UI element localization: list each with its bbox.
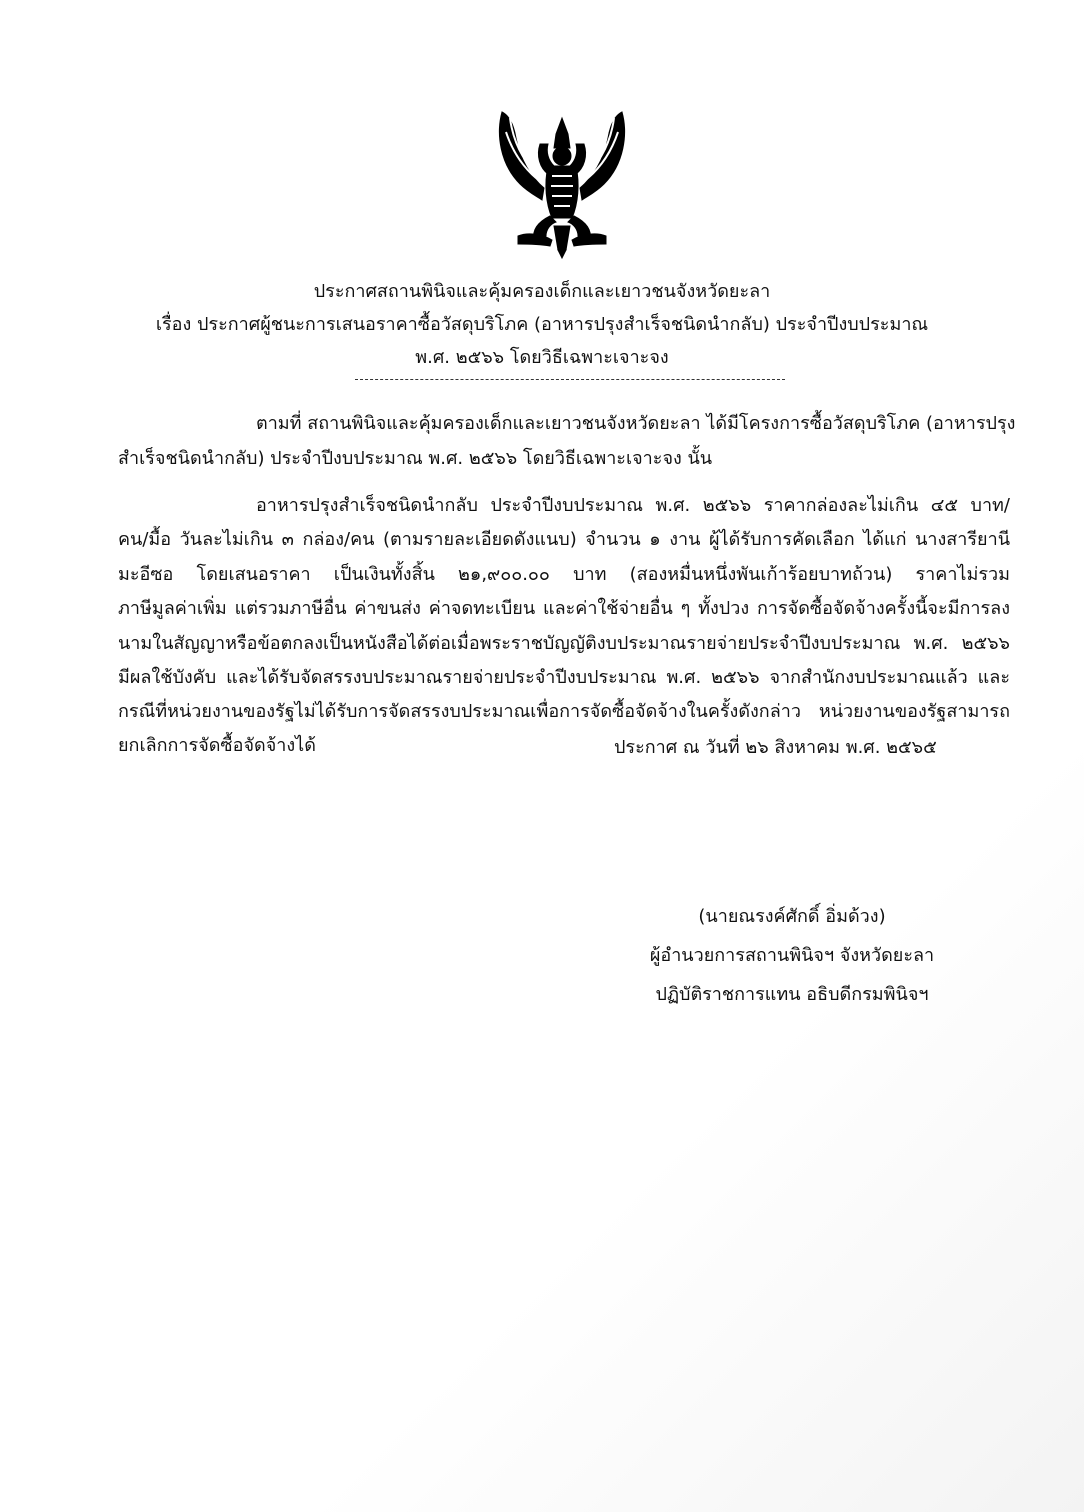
document-subject: เรื่อง ประกาศผู้ชนะการเสนอราคาซื้อวัสดุบริโภค (อาหารปรุงสำเร็จชนิดนำกลับ) ประจำปีงบประมาณ: [155, 314, 929, 335]
signer-position: ผู้อำนวยการสถานพินิจฯ จังหวัดยะลา: [649, 945, 935, 966]
paragraph1-line1: ตามที่ สถานพินิจและคุ้มครองเด็กและเยาวชนจังหวัดยะลา ได้มีโครงการซื้อวัสดุบริโภค (อาหารปรุง: [256, 413, 1016, 434]
document-title: ประกาศสถานพินิจและคุ้มครองเด็กและเยาวชนจังหวัดยะลา: [313, 281, 771, 302]
paragraph2-line2: คน/มื้อ วันละไม่เกิน ๓ กล่อง/คน (ตามรายละเอียดดังแนบ) จำนวน ๑ งาน ผู้ได้รับการคัดเลือก ได้แก่ นางสารียานี: [118, 529, 1010, 550]
paragraph2-line8: ยกเลิกการจัดซื้อจัดจ้างได้: [118, 735, 316, 756]
paragraph2-line7: กรณีที่หน่วยงานของรัฐไม่ได้รับการจัดสรรงบประมาณเพื่อการจัดซื้อจัดจ้างในครั้งดังกล่าว หน่วยงานของรัฐสามารถ: [118, 701, 1010, 722]
paragraph1-line2: สำเร็จชนิดนำกลับ) ประจำปีงบประมาณ พ.ศ. ๒๕๖๖ โดยวิธีเฉพาะเจาะจง นั้น: [118, 448, 713, 469]
signer-acting-position: ปฏิบัติราชการแทน อธิบดีกรมพินิจฯ: [655, 984, 929, 1005]
garuda-emblem-icon: [492, 104, 632, 262]
document-subject-line2: พ.ศ. ๒๕๖๖ โดยวิธีเฉพาะเจาะจง: [415, 347, 669, 368]
paragraph2-line4: ภาษีมูลค่าเพิ่ม แต่รวมภาษีอื่น ค่าขนส่ง ค่าจดทะเบียน และค่าใช้จ่ายอื่น ๆ ทั้งปวง การจัดซื้อจัดจ้างครั้งนี้จะมีการลง: [118, 598, 1010, 619]
separator-line: [355, 379, 785, 382]
paragraph2-line1: อาหารปรุงสำเร็จชนิดนำกลับ ประจำปีงบประมาณ พ.ศ. ๒๕๖๖ ราคากล่องละไม่เกิน ๔๕ บาท/: [256, 495, 1010, 516]
paragraph2-line6: มีผลใช้บังคับ และได้รับจัดสรรงบประมาณรายจ่ายประจำปีงบประมาณ พ.ศ. ๒๕๖๖ จากสำนักงบประมาณแล้ว และ: [118, 667, 1010, 688]
signer-name: (นายณรงค์ศักดิ์ อิ่มด้วง): [698, 906, 886, 927]
paragraph2-line5: นามในสัญญาหรือข้อตกลงเป็นหนังสือได้ต่อเมื่อพระราชบัญญัติงบประมาณรายจ่ายประจำปีงบประมาณ พ.ศ. ๒๕๖๖: [118, 633, 1010, 654]
paragraph2-line3: มะอีซอ โดยเสนอราคา เป็นเงินทั้งสิ้น ๒๑,๙๐๐.๐๐ บาท (สองหมื่นหนึ่งพันเก้าร้อยบาทถ้วน) ราคาไม่รวม: [118, 564, 1010, 585]
announcement-date: ประกาศ ณ วันที่ ๒๖ สิงหาคม พ.ศ. ๒๕๖๕: [614, 737, 937, 758]
